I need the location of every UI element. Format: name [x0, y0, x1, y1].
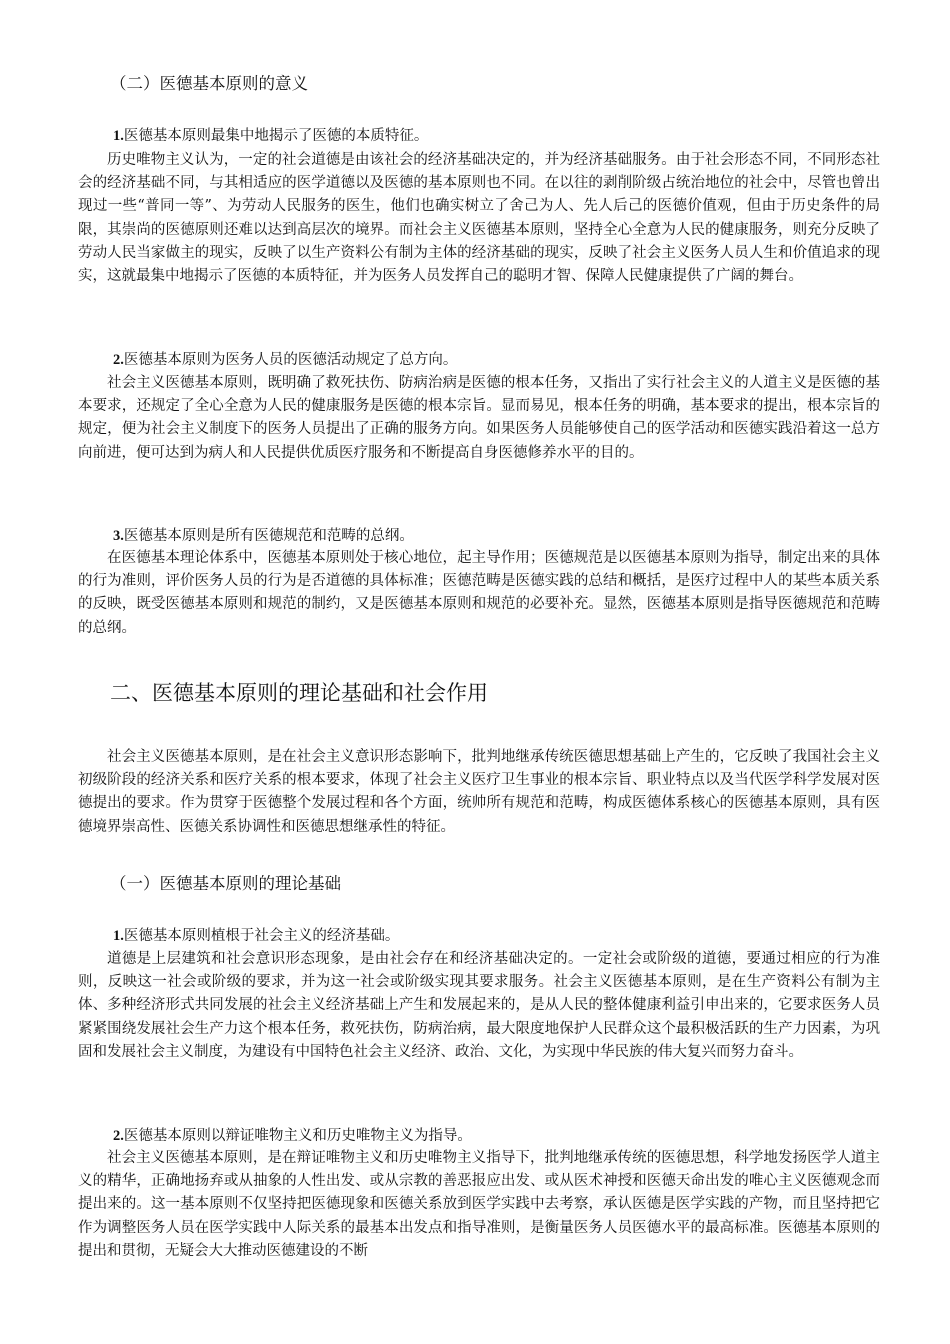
item-heading-3: [113, 526, 414, 546]
section-heading-significance: （二）医德基本原则的意义: [110, 74, 308, 93]
item-title: 医德基本原则是所有医德规范和范畴的总纲。: [123, 528, 414, 544]
item-number: 2.: [113, 1128, 124, 1144]
section-heading-theory: （一）医德基本原则的理论基础: [110, 874, 341, 893]
paragraph-4: 道德是上层建筑和社会意识形态现象，是由社会存在和经济基础决定的。一定社会或阶级的道德，要通过相应的行为准则，反映这一社会或阶级的要求，并为这一社会或阶级实现其要求服务。社会主义医德基本原则，是在生产资料公有制为主体、多种经济形式共同发展的社会主义经济基础上产生和发展起来的，是从人民的整体健康利益引申出来的，它要求医务人员紧紧围绕发展社会生产力这个根本任务，救死扶伤，防病治病，最大限度地保护人民群众这个最积极活跃的生产力因素，为巩固和发展社会主义制度，为建设有中国特色社会主义经济、政治、文化，为实现中华民族的伟大复兴而努力奋斗。: [78, 951, 880, 1060]
item-heading-1: [113, 126, 428, 146]
item-number: 1.: [113, 128, 124, 144]
item-title: 医德基本原则以辩证唯物主义和历史唯物主义为指导。: [123, 1128, 472, 1144]
item-title: 医德基本原则植根于社会主义的经济基础。: [123, 928, 400, 944]
item-heading-2: [113, 350, 457, 370]
item-number: 1.: [113, 928, 124, 944]
item-title: 医德基本原则最集中地揭示了医德的本质特征。: [123, 128, 429, 144]
paragraph-2: 社会主义医德基本原则，既明确了救死扶伤、防病治病是医德的根本任务，又指出了实行社会主义的人道主义是医德的基本要求，还规定了全心全意为人民的健康服务是医德的根本宗旨。显而易见，根本任务的明确，基本要求的提出，根本宗旨的规定，便为社会主义制度下的医务人员提出了正确的服务方向。如果医务人员能够使自己的医学活动和医德实践沿着这一总方向前进，便可达到为病人和人民提供优质医疗服务和不断提高自身医德修养水平的目的。: [78, 375, 880, 461]
item-title: 医德基本原则为医务人员的医德活动规定了总方向。: [123, 352, 458, 368]
item-heading-5: [113, 1126, 472, 1146]
chapter-heading: 二、医德基本原则的理论基础和社会作用: [110, 681, 488, 705]
paragraph-3: 在医德基本理论体系中，医德基本原则处于核心地位，起主导作用；医德规范是以医德基本原则为指导，制定出来的具体的行为准则，评价医务人员的行为是否道德的具体标准；医德范畴是医德实践的总结和概括，是医疗过程中人的某些本质关系的反映，既受医德基本原则和规范的制约，又是医德基本原则和规范的必要补充。显然，医德基本原则是指导医德规范和范畴的总纲。: [78, 550, 880, 636]
paragraph-5: 社会主义医德基本原则，是在辩证唯物主义和历史唯物主义指导下，批判地继承传统的医德思想，科学地发扬医学人道主义的精华，正确地扬弃或从抽象的人性出发、或从宗教的善恶报应出发、或从医术神授和医德天命出发的唯心主义医德观念而提出来的。这一基本原则不仅坚持把医德现象和医德关系放到医学实践中去考察，承认医德是医学实践的产物，而且坚持把它作为调整医务人员在医学实践中人际关系的最基本出发点和指导准则，是衡量医务人员医德水平的最高标准。医德基本原则的提出和贯彻，无疑会大大推动医德建设的不断: [78, 1150, 880, 1259]
item-number: 2.: [113, 352, 124, 368]
paragraph-1: 历史唯物主义认为，一定的社会道德是由该社会的经济基础决定的，并为经济基础服务。由于社会形态不同，不同形态社会的经济基础不同，与其相适应的医学道德以及医德的基本原则也不同。在以往的剥削阶级占统治地位的社会中，尽管也曾出现过一些“普同一等”、为劳动人民服务的医生，他们也确实树立了舍己为人、先人后己的医德价值观，但由于历史条件的局限，其崇尚的医德原则还难以达到高层次的境界。而社会主义医德基本原则，坚持全心全意为人民的健康服务，则充分反映了劳动人民当家做主的现实，反映了以生产资料公有制为主体的经济基础的现实，反映了社会主义医务人员人生和价值追求的现实，这就最集中地揭示了医德的本质特征，并为医务人员发挥自己的聪明才智、保障人民健康提供了广阔的舞台。: [78, 152, 880, 285]
item-heading-4: [113, 926, 399, 946]
item-number: 3.: [113, 528, 124, 544]
chapter-intro-paragraph: 社会主义医德基本原则，是在社会主义意识形态影响下，批判地继承传统医德思想基础上产生的，它反映了我国社会主义初级阶段的经济关系和医疗关系的根本要求，体现了社会主义医疗卫生事业的根本宗旨、职业特点以及当代医学科学发展对医德提出的要求。作为贯穿于医德整个发展过程和各个方面，统帅所有规范和范畴，构成医德体系核心的医德基本原则，具有医德境界崇高性、医德关系协调性和医德思想继承性的特征。: [78, 749, 880, 835]
